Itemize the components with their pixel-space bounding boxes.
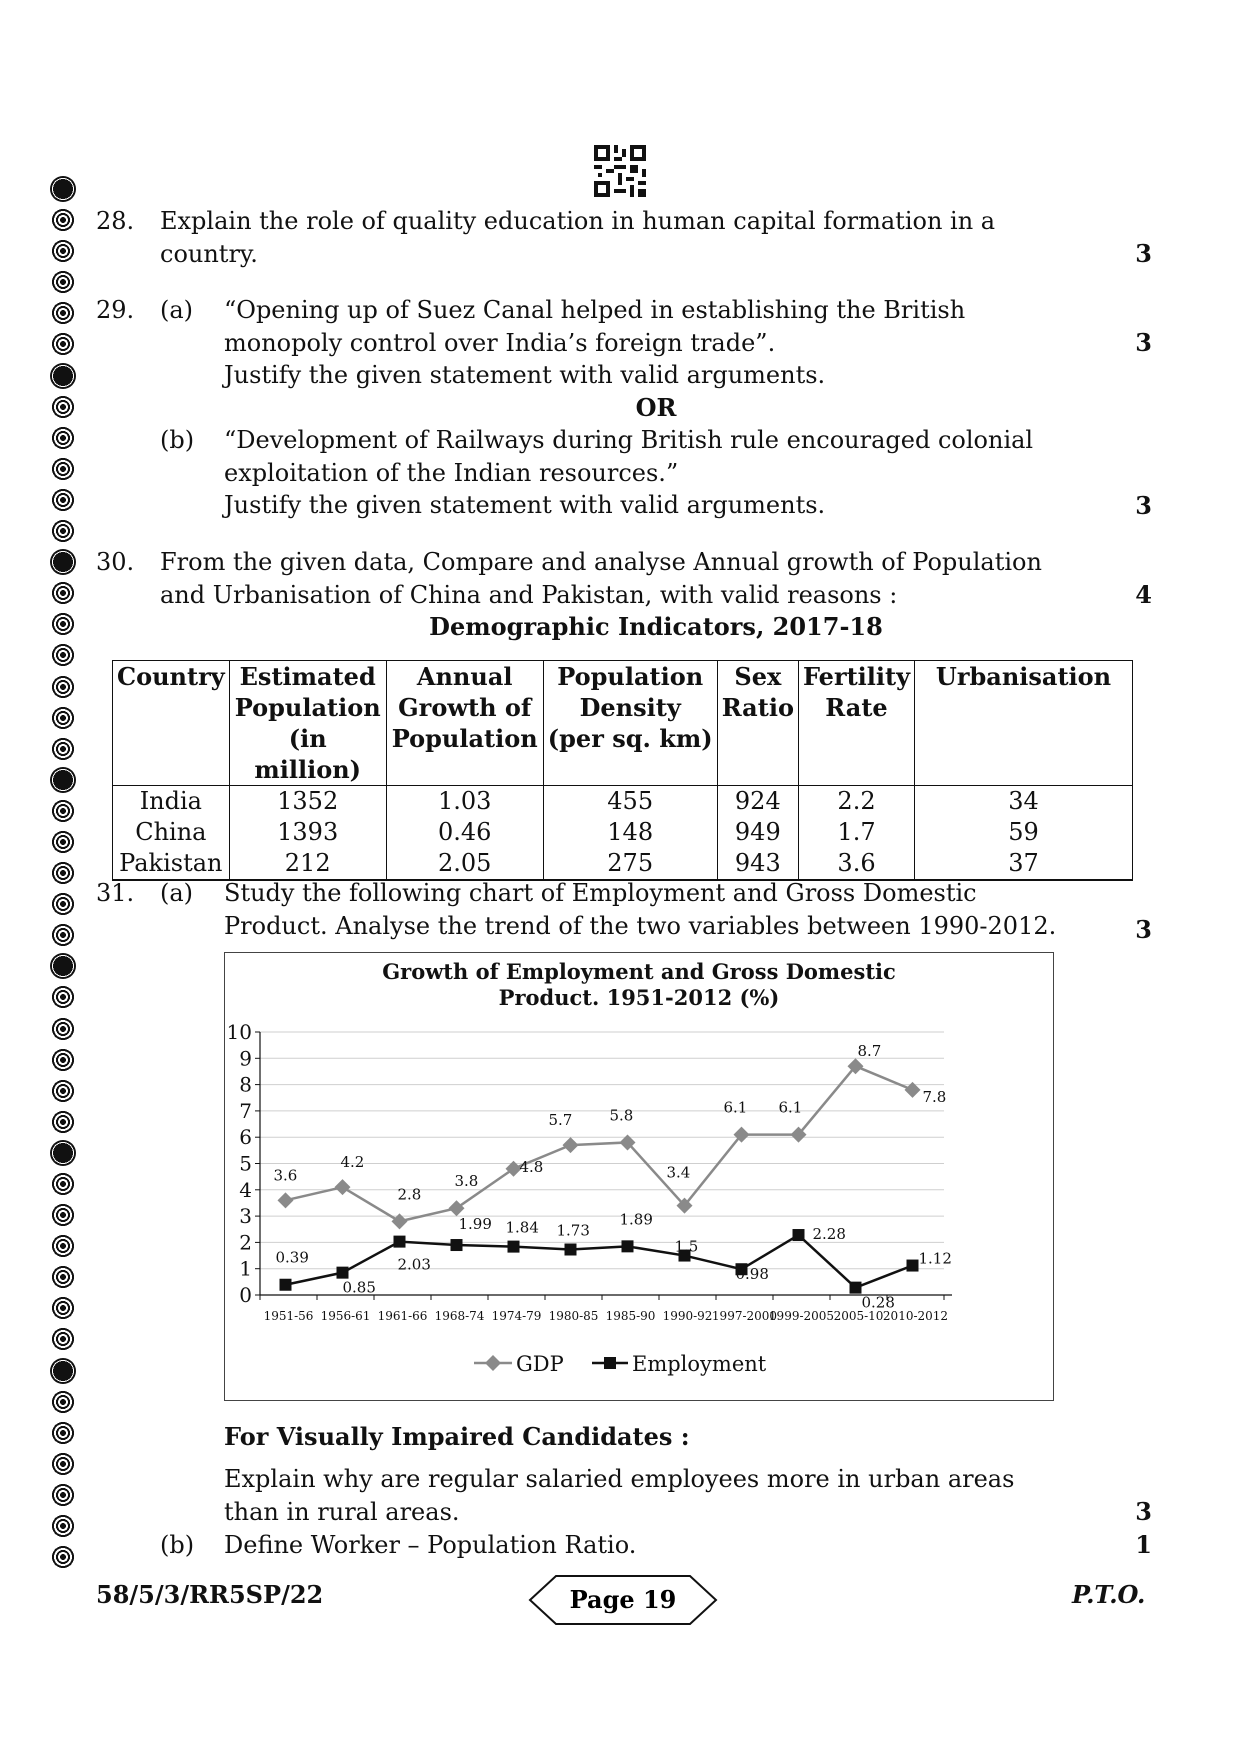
chart-title: Product. 1951-2012 (%) (498, 984, 779, 1010)
y-tick-label: 7 (238, 1098, 252, 1123)
question-number: 28. (96, 207, 135, 235)
data-point (507, 1240, 519, 1252)
column-header: Sex Ratio (717, 661, 798, 786)
data-point (906, 1259, 918, 1271)
x-tick-label: 1985-90 (605, 1308, 655, 1323)
x-tick-label: 1956-61 (320, 1308, 370, 1323)
x-tick-label: 1961-66 (377, 1308, 427, 1323)
pto-label: P.T.O. (1072, 1580, 1146, 1609)
option-b-text: “Development of Railways during British rule encouraged colonial exploitation of the Indian resources.” Justify the given statement with valid arguments. (224, 426, 1034, 519)
data-label: 2.03 (397, 1255, 431, 1274)
column-header: Population Density (per sq. km) (543, 661, 717, 786)
y-tick-label: 9 (238, 1045, 252, 1070)
data-point (564, 1243, 576, 1255)
data-point (792, 1229, 804, 1241)
question-text: From the given data, Compare and analyse Annual growth of Population and Urbanisation of China and Pakistan, with valid reasons : (160, 548, 1042, 609)
chart-title: Growth of Employment and Gross Domestic (381, 958, 896, 984)
y-tick-label: 10 (226, 1019, 252, 1044)
data-label: 1.89 (619, 1209, 653, 1228)
x-tick-label: 1980-85 (548, 1308, 598, 1323)
column-header: Annual Growth of Population (386, 661, 543, 786)
data-label: 3.4 (666, 1163, 690, 1182)
y-tick-label: 8 (238, 1072, 252, 1097)
demographic-table (112, 660, 1133, 881)
question-number: 31. (96, 879, 135, 907)
data-point (562, 1137, 578, 1153)
data-point (336, 1266, 348, 1278)
marks: 1 (1135, 1530, 1152, 1559)
table-row: China 1393 0.46 148 949 1.7 59 (113, 817, 1133, 848)
option-a-text: “Opening up of Suez Canal helped in establishing the British monopoly control over India’s foreign trade”. Justify the given statement with valid arguments. (224, 296, 966, 389)
data-label: 2.28 (812, 1224, 846, 1243)
y-tick-label: 6 (238, 1124, 252, 1149)
x-tick-label: 1968-74 (434, 1308, 484, 1323)
vi-heading: For Visually Impaired Candidates : (224, 1422, 690, 1451)
option-label: (b) (160, 1531, 195, 1559)
paper-code: 58/5/3/RR5SP/22 (96, 1580, 324, 1609)
margin-ring-column (50, 176, 84, 1575)
x-tick-label: 1974-79 (491, 1308, 541, 1323)
option-a-text: Study the following chart of Employment and Gross Domestic Product. Analyse the trend of the two variables between 1990-2012. (224, 879, 1057, 940)
question-number: 29. (96, 296, 135, 324)
marks: 3 (1135, 239, 1152, 268)
y-tick-label: 4 (238, 1177, 252, 1202)
column-header: Urbanisation (915, 661, 1133, 786)
legend-label-gdp: GDP (515, 1351, 564, 1376)
line-chart (224, 952, 1054, 1401)
data-label: 0.85 (342, 1278, 376, 1297)
legend-marker-employment (604, 1357, 616, 1369)
data-label: 4.2 (340, 1152, 364, 1171)
page-badge (528, 1574, 718, 1626)
x-tick-label: 1997-2000 (711, 1308, 777, 1323)
option-b-text: Define Worker – Population Ratio. (224, 1531, 637, 1559)
data-point (448, 1200, 464, 1216)
y-tick-label: 1 (238, 1256, 252, 1281)
data-label: 6.1 (778, 1098, 802, 1117)
data-label: 8.7 (857, 1041, 881, 1060)
data-label: 0.98 (735, 1264, 769, 1283)
data-label: 0.39 (275, 1248, 309, 1267)
data-point (450, 1239, 462, 1251)
data-label: 5.7 (548, 1110, 572, 1129)
marks: 3 (1135, 915, 1152, 944)
marks: 3 (1135, 491, 1152, 520)
marks: 4 (1135, 580, 1152, 609)
column-header: Country (113, 661, 230, 786)
data-point (621, 1240, 633, 1252)
data-point (277, 1192, 293, 1208)
table-row: India 1352 1.03 455 924 2.2 34 (113, 786, 1133, 818)
qr-code (594, 145, 646, 197)
data-label: 5.8 (609, 1105, 633, 1124)
x-tick-label: 1999-2005 (768, 1308, 834, 1323)
chart-frame (224, 952, 1054, 1401)
vi-question-text: Explain why are regular salaried employees more in urban areas than in rural areas. (224, 1465, 1015, 1526)
y-tick-label: 3 (238, 1203, 252, 1228)
x-tick-label: 1951-56 (263, 1308, 313, 1323)
data-label: 0.28 (861, 1293, 895, 1312)
column-header: Estimated Population (in million) (229, 661, 386, 786)
question-text: Explain the role of quality education in human capital formation in a country. (160, 207, 996, 268)
legend-marker-gdp (485, 1355, 501, 1371)
data-label: 3.6 (273, 1165, 297, 1184)
data-label: 1.84 (505, 1218, 539, 1237)
x-tick-label: 2005-10 (833, 1308, 883, 1323)
data-point (334, 1179, 350, 1195)
data-label: 1.12 (918, 1249, 952, 1268)
y-tick-label: 2 (238, 1229, 252, 1254)
data-label: 6.1 (723, 1098, 747, 1117)
marks: 3 (1135, 328, 1152, 357)
table-title: Demographic Indicators, 2017-18 (429, 612, 883, 641)
option-label: (a) (160, 879, 194, 907)
data-point (393, 1235, 405, 1247)
data-label: 2.8 (397, 1184, 421, 1203)
page-number: Page 19 (569, 1585, 677, 1614)
data-label: 3.8 (454, 1171, 478, 1190)
series-line-gdp (285, 1066, 912, 1221)
y-tick-label: 0 (238, 1282, 252, 1307)
data-label: 1.5 (674, 1237, 698, 1256)
table-row: Pakistan 212 2.05 275 943 3.6 37 (113, 848, 1133, 880)
legend-label-employment: Employment (631, 1351, 766, 1376)
option-label: (b) (160, 426, 195, 454)
x-tick-label: 1990-92 (662, 1308, 712, 1323)
x-tick-label: 2010-2012 (882, 1308, 948, 1323)
data-point (849, 1281, 861, 1293)
column-header: Fertility Rate (798, 661, 914, 786)
data-label: 1.73 (556, 1221, 590, 1240)
table-header-row (113, 661, 1133, 786)
option-label: (a) (160, 296, 194, 324)
or-divider: OR (635, 393, 677, 422)
data-label: 1.99 (458, 1214, 492, 1233)
data-label: 4.8 (519, 1157, 543, 1176)
y-tick-label: 5 (238, 1151, 252, 1175)
data-point (279, 1278, 291, 1290)
question-number: 30. (96, 548, 135, 576)
data-label: 7.8 (922, 1087, 946, 1106)
marks: 3 (1135, 1497, 1152, 1526)
